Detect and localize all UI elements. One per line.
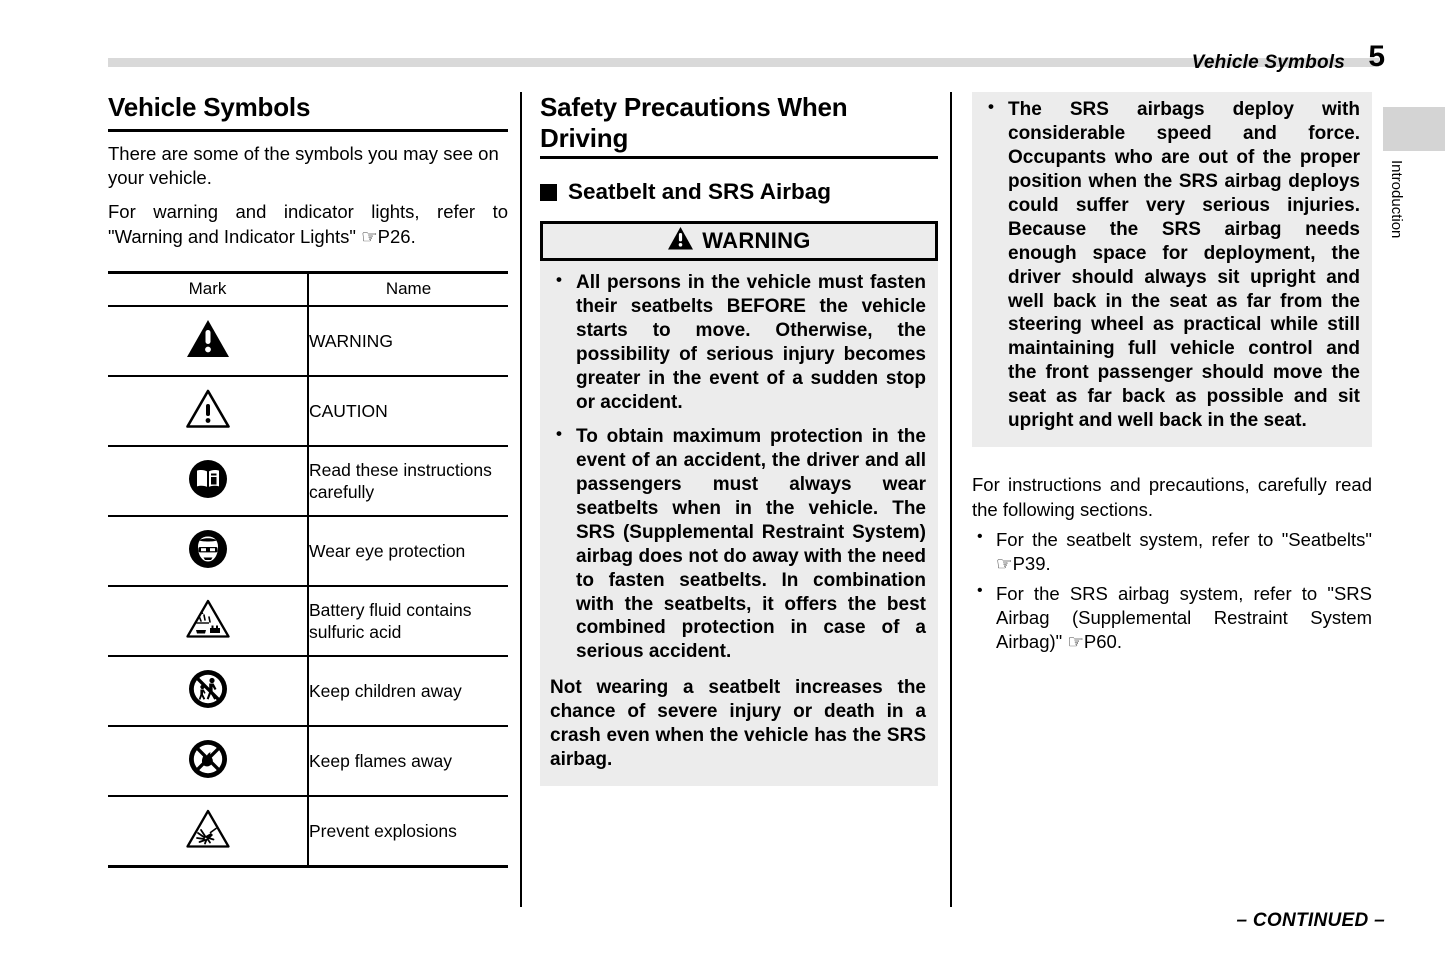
warning-bullet-list-continued xyxy=(982,98,1360,433)
symbol-cell xyxy=(108,656,308,726)
table-row xyxy=(108,656,508,726)
warning-triangle-filled-icon xyxy=(185,318,231,365)
section-tab-marker xyxy=(1383,107,1445,151)
middle-column xyxy=(540,92,938,786)
vehicle-symbols-table xyxy=(108,271,508,868)
running-header-title: Vehicle Symbols xyxy=(1191,52,1345,73)
table-row xyxy=(108,376,508,446)
battery-acid-triangle-icon xyxy=(185,598,231,645)
warning-box xyxy=(540,221,938,786)
page-title: Vehicle Symbols xyxy=(108,92,508,132)
list-item: • To obtain maximum protection in the event of an accident, the driver and all passengers must always wear seatbelts when in the vehicle. The SRS (Supplemental Restraint System) airbag does not do away with the need to fasten seatbelts. In combination with the seatbelts, it offers the best combined protection in case of a serious accident. xyxy=(550,425,926,664)
table-row xyxy=(108,306,508,376)
page-number: 5 xyxy=(1368,40,1385,73)
table-row xyxy=(108,726,508,796)
warning-box-continued xyxy=(972,92,1372,447)
reference-list xyxy=(972,528,1372,654)
column-separator-2 xyxy=(950,92,952,907)
warning-box-body xyxy=(540,261,938,786)
intro-paragraph-2: For warning and indicator lights, refer to "Warning and Indicator Lights" ☞P26. xyxy=(108,201,508,247)
square-bullet-icon xyxy=(540,184,557,201)
symbol-cell xyxy=(108,516,308,586)
left-column xyxy=(108,92,508,868)
symbol-cell xyxy=(108,376,308,446)
reference-intro-paragraph: For instructions and precautions, carefully read the following sections. xyxy=(972,474,1372,520)
symbol-name: Read these instructions carefully xyxy=(308,446,508,516)
table-header-name: Name xyxy=(308,273,508,307)
table-row xyxy=(108,586,508,656)
intro-paragraph-1: There are some of the symbols you may see on your vehicle. xyxy=(108,142,499,189)
caution-triangle-outline-icon xyxy=(185,388,231,435)
symbol-cell xyxy=(108,796,308,867)
warning-box-body-continued xyxy=(972,92,1372,447)
symbol-name: Keep flames away xyxy=(308,726,508,796)
symbol-cell xyxy=(108,446,308,516)
warning-box-header xyxy=(540,221,938,261)
list-item: • The SRS airbags deploy with considerable speed and force. Occupants who are out of the proper position when the SRS airbag deploys could suffer very serious injuries. Because the SRS airbag needs enough space for deployment, the driver should always sit upright and well back in the seat as far from the steering wheel as practical while still maintaining full vehicle control and the front passenger should move the seat as far back as possible and sit upright and well back in the seat. xyxy=(982,98,1360,433)
list-item: • For the SRS airbag system, refer to "SRS Airbag (Supplemental Restraint System Airbag)" ☞P60. xyxy=(972,582,1372,654)
subsection-heading-label: Seatbelt and SRS Airbag xyxy=(568,179,831,205)
symbol-name: Battery fluid contains sulfuric acid xyxy=(308,586,508,656)
symbol-name: Wear eye protection xyxy=(308,516,508,586)
symbol-cell xyxy=(108,586,308,656)
footer-continued: – CONTINUED – xyxy=(1236,910,1385,931)
column-separator-1 xyxy=(520,92,522,907)
prevent-explosions-triangle-icon xyxy=(185,808,231,855)
list-item: • All persons in the vehicle must fasten their seatbelts BEFORE the vehicle starts to move. Otherwise, the possibility of serious injury becomes greater in the event of a sudden stop or accident. xyxy=(550,271,926,415)
symbol-cell xyxy=(108,306,308,376)
symbol-name: WARNING xyxy=(308,306,508,376)
wear-eye-protection-icon xyxy=(187,528,229,575)
section-title: Safety Precautions When Driving xyxy=(540,92,938,159)
table-header-mark: Mark xyxy=(108,273,308,307)
warning-box-label: WARNING xyxy=(702,228,811,254)
keep-flames-away-icon xyxy=(187,738,229,785)
right-column xyxy=(972,92,1372,660)
subsection-heading xyxy=(540,179,938,205)
keep-children-away-icon xyxy=(187,668,229,715)
header-rule xyxy=(108,58,1379,67)
symbol-cell xyxy=(108,726,308,796)
section-tab-label: Introduction xyxy=(1388,160,1405,239)
table-row xyxy=(108,796,508,867)
warning-bullet-list xyxy=(550,271,926,664)
symbol-name: Keep children away xyxy=(308,656,508,726)
warning-triangle-filled-icon xyxy=(667,226,694,256)
symbol-name: CAUTION xyxy=(308,376,508,446)
table-row xyxy=(108,446,508,516)
warning-closing-paragraph: Not wearing a seatbelt increases the chance of severe injury or death in a crash even when the vehicle has the SRS airbag. xyxy=(550,677,926,771)
symbol-name: Prevent explosions xyxy=(308,796,508,867)
table-row xyxy=(108,516,508,586)
list-item: • For the seatbelt system, refer to "Seatbelts" ☞P39. xyxy=(972,528,1372,576)
read-instructions-book-icon xyxy=(187,458,229,505)
